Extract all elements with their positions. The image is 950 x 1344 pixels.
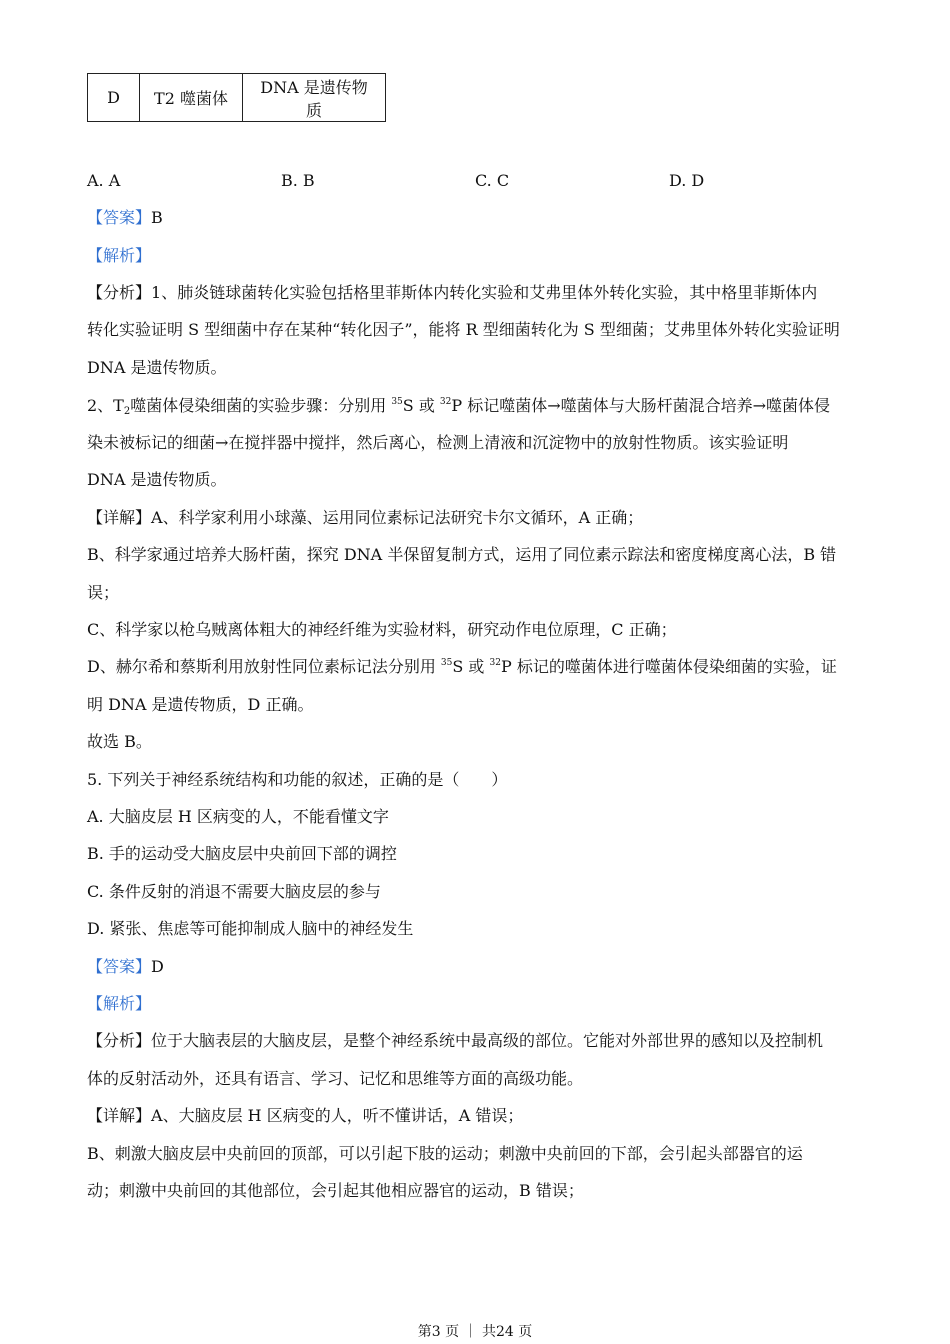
q5-analysis-line-1 <box>87 1031 823 1051</box>
paragraph-text: A、大脑皮层 H 区病变的人，听不懂讲话，A 错误； <box>151 1106 524 1125</box>
q4-jiexi-line <box>87 246 151 266</box>
table-row <box>88 74 386 122</box>
text-fragment: S 或 <box>402 396 440 415</box>
q4-detail-line-1 <box>87 508 643 528</box>
paragraph-text: 位于大脑表层的大脑皮层，是整个神经系统中最高级的部位。它能对外部世界的感知以及控制机 <box>151 1031 824 1050</box>
q5-jiexi-line <box>87 994 151 1014</box>
table-cell: D <box>88 74 140 122</box>
q5-option-c: C. 条件反射的消退不需要大脑皮层的参与 <box>87 882 381 901</box>
options-table <box>87 73 386 122</box>
q5-option-b: B. 手的运动受大脑皮层中央前回下部的调控 <box>87 844 397 863</box>
choice-c: C. C <box>475 171 510 190</box>
q4-detail-line-3: 误； <box>87 583 120 602</box>
q4-detail-line-6: 明 DNA 是遗传物质，D 正确。 <box>87 695 314 714</box>
jiexi-tag: 【解析】 <box>87 994 152 1013</box>
table-cell: T2 噬菌体 <box>140 74 243 122</box>
q5-option-a: A. 大脑皮层 H 区病变的人，不能看懂文字 <box>87 807 389 826</box>
table-cell: DNA 是遗传物质 <box>243 74 386 122</box>
answer-value: B <box>151 208 163 227</box>
text-fragment: P 标记的噬菌体进行噬菌体侵染细菌的实验，证 <box>500 657 837 676</box>
text-fragment: P 标记噬菌体→噬菌体与大肠杆菌混合培养→噬菌体侵 <box>451 396 831 415</box>
q5-analysis-line-2: 体的反射活动外，还具有语言、学习、记忆和思维等方面的高级功能。 <box>87 1069 584 1088</box>
answer-tag: 【答案】 <box>87 957 152 976</box>
answer-tag: 【答案】 <box>87 208 152 227</box>
paragraph-text: A、科学家利用小球藻、运用同位素标记法研究卡尔文循环，A 正确； <box>151 508 644 527</box>
q4-analysis-line-5: 染未被标记的细菌→在搅拌器中搅拌，然后离心，检测上清液和沉淀物中的放射性物质。该实验证明 <box>87 433 789 452</box>
text-fragment: 2、T <box>87 396 124 415</box>
q4-detail-line-4: C、科学家以枪乌贼离体粗大的神经纤维为实验材料，研究动作电位原理，C 正确； <box>87 620 677 639</box>
paragraph-text: 1、肺炎链球菌转化实验包括格里菲斯体内转化实验和艾弗里体外转化实验，其中格里菲斯体内 <box>151 283 818 302</box>
xiangjie-tag: 【详解】 <box>87 1106 152 1125</box>
text-fragment: 噬菌体侵染细菌的实验步骤：分别用 <box>130 396 392 415</box>
fenxi-tag: 【分析】 <box>87 283 152 302</box>
answer-value: D <box>151 957 164 976</box>
fenxi-tag: 【分析】 <box>87 1031 152 1050</box>
choice-d: D. D <box>669 171 705 190</box>
q4-conclusion: 故选 B。 <box>87 732 152 751</box>
xiangjie-tag: 【详解】 <box>87 508 152 527</box>
q4-analysis-line-2: 转化实验证明 S 型细菌中存在某种“转化因子”，能将 R 型细菌转化为 S 型细菌；艾弗里体外转化实验证明 <box>87 320 840 339</box>
q5-detail-line-2: B、刺激大脑皮层中央前回的顶部，可以引起下肢的运动；刺激中央前回的下部，会引起头部器官的运 <box>87 1144 803 1163</box>
choice-a: A. A <box>87 171 121 190</box>
page-footer: 第3 页 ｜ 共24 页 <box>417 1324 533 1340</box>
jiexi-tag: 【解析】 <box>87 246 152 265</box>
q5-answer-line <box>87 957 164 977</box>
q4-analysis-line-4 <box>87 396 830 416</box>
q5-stem: 5. 下列关于神经系统结构和功能的叙述，正确的是（ ） <box>87 770 508 789</box>
text-fragment: D、赫尔希和蔡斯利用放射性同位素标记法分别用 <box>87 657 441 676</box>
text-fragment: S 或 <box>452 657 490 676</box>
superscript: 35 <box>391 397 403 407</box>
q4-analysis-line-3: DNA 是遗传物质。 <box>87 358 227 377</box>
q4-analysis-line-6: DNA 是遗传物质。 <box>87 470 227 489</box>
q5-detail-line-3: 动；刺激中央前回的其他部位，会引起其他相应器官的运动，B 错误； <box>87 1181 584 1200</box>
q4-detail-line-2: B、科学家通过培养大肠杆菌，探究 DNA 半保留复制方式，运用了同位素示踪法和密度梯度离心法，B 错 <box>87 545 837 564</box>
superscript: 32 <box>489 658 501 668</box>
subscript: 2 <box>123 406 131 417</box>
q4-answer-line <box>87 208 163 228</box>
superscript: 35 <box>440 658 453 668</box>
q4-analysis-line-1 <box>87 283 817 303</box>
q5-detail-line-1 <box>87 1106 523 1126</box>
q5-option-d: D. 紧张、焦虑等可能抑制成人脑中的神经发生 <box>87 919 414 938</box>
q4-detail-line-5 <box>87 657 837 677</box>
superscript: 32 <box>439 397 452 407</box>
choice-b: B. B <box>281 171 315 190</box>
